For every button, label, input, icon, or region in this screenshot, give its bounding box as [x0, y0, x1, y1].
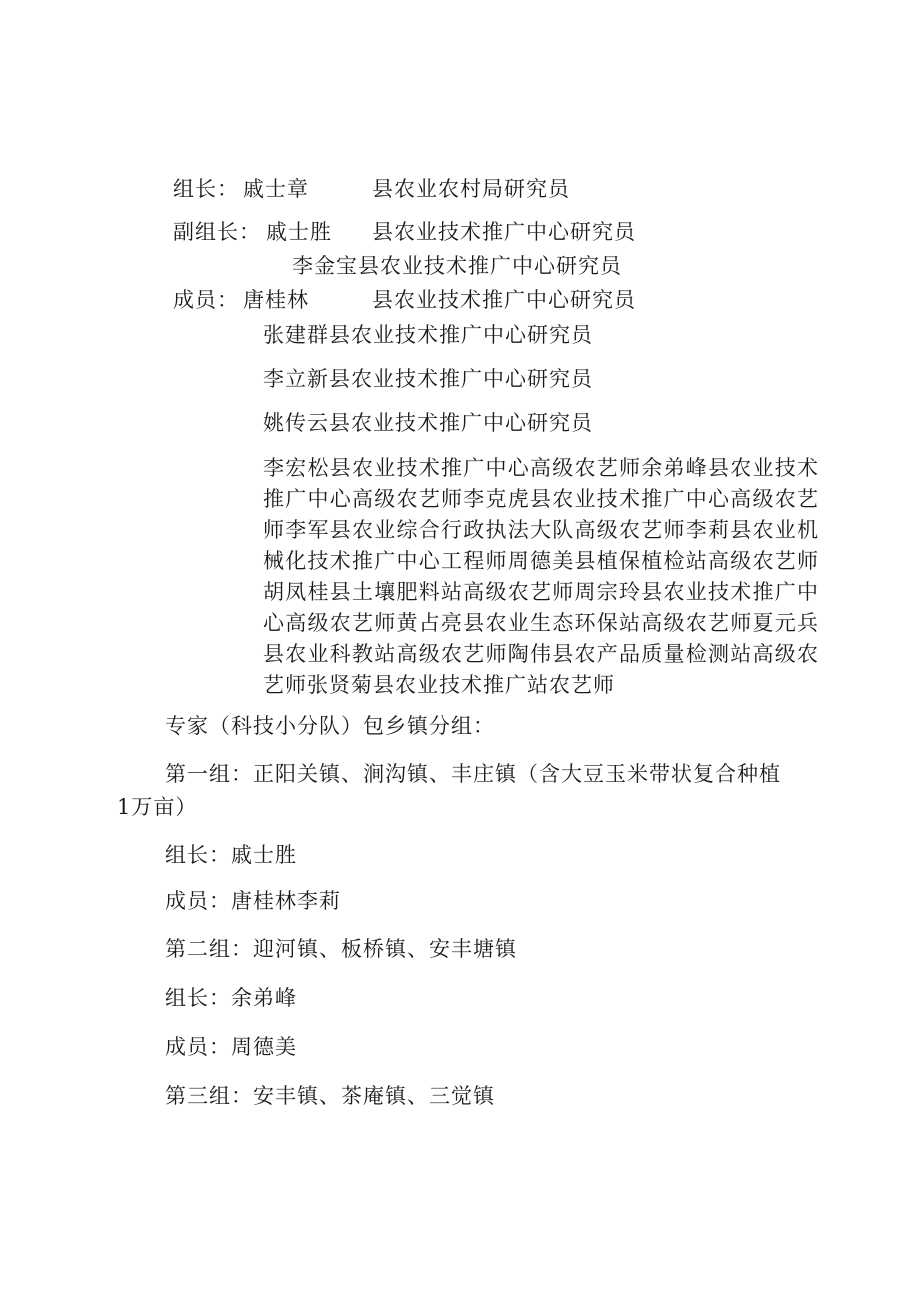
leader-label: 组长： — [173, 177, 239, 201]
member-line: 姚传云县农业技术推广中心研究员 — [263, 411, 593, 435]
members-first-name: 唐桂林 — [243, 288, 309, 312]
member-line: 张建群县农业技术推广中心研究员 — [263, 323, 593, 347]
expert-heading: 专家（科技小分队）包乡镇分组： — [165, 714, 495, 738]
members-paragraph: 李宏松县农业技术推广中心高级农艺师余弟峰县农业技术推广中心高级农艺师李克虎县农业技术推广中心高级农艺师李军县农业综合行政执法大队高级农艺师李莉县农业机械化技术推广中心工程师周德美县植保植检站高级农艺师胡凤桂县土壤肥料站高级农艺师周宗玲县农业技术推广中心高级农艺师黄占亮县农业生态环保站高级农艺师夏元兵县农业科教站高级农艺师陶伟县农产品质量检测站高级农艺师张贤菊县农业技术推广站农艺师 — [263, 456, 819, 697]
group2-leader: 组长：余弟峰 — [165, 986, 297, 1010]
leader-title: 县农业农村局研究员 — [372, 177, 570, 201]
members-label: 成员： — [173, 288, 239, 312]
deputy-name: 戚士胜 — [266, 220, 332, 244]
group1-title-cont: 1万亩） — [117, 795, 198, 819]
group1-title: 第一组：正阳关镇、涧沟镇、丰庄镇（含大豆玉米带状复合种植 — [165, 762, 781, 786]
group1-members: 成员：唐桂林李莉 — [165, 889, 341, 913]
deputy-label: 副组长： — [173, 220, 261, 244]
member-line: 李立新县农业技术推广中心研究员 — [263, 367, 593, 391]
deputy-second: 李金宝县农业技术推广中心研究员 — [292, 254, 622, 278]
group1-leader: 组长：戚士胜 — [165, 843, 297, 867]
members-first-title: 县农业技术推广中心研究员 — [372, 288, 636, 312]
leader-name: 戚士章 — [243, 177, 309, 201]
group2-title: 第二组：迎河镇、板桥镇、安丰塘镇 — [165, 937, 517, 961]
deputy-title: 县农业技术推广中心研究员 — [372, 220, 636, 244]
group3-title: 第三组：安丰镇、茶庵镇、三觉镇 — [165, 1084, 495, 1108]
group2-members: 成员：周德美 — [165, 1035, 297, 1059]
